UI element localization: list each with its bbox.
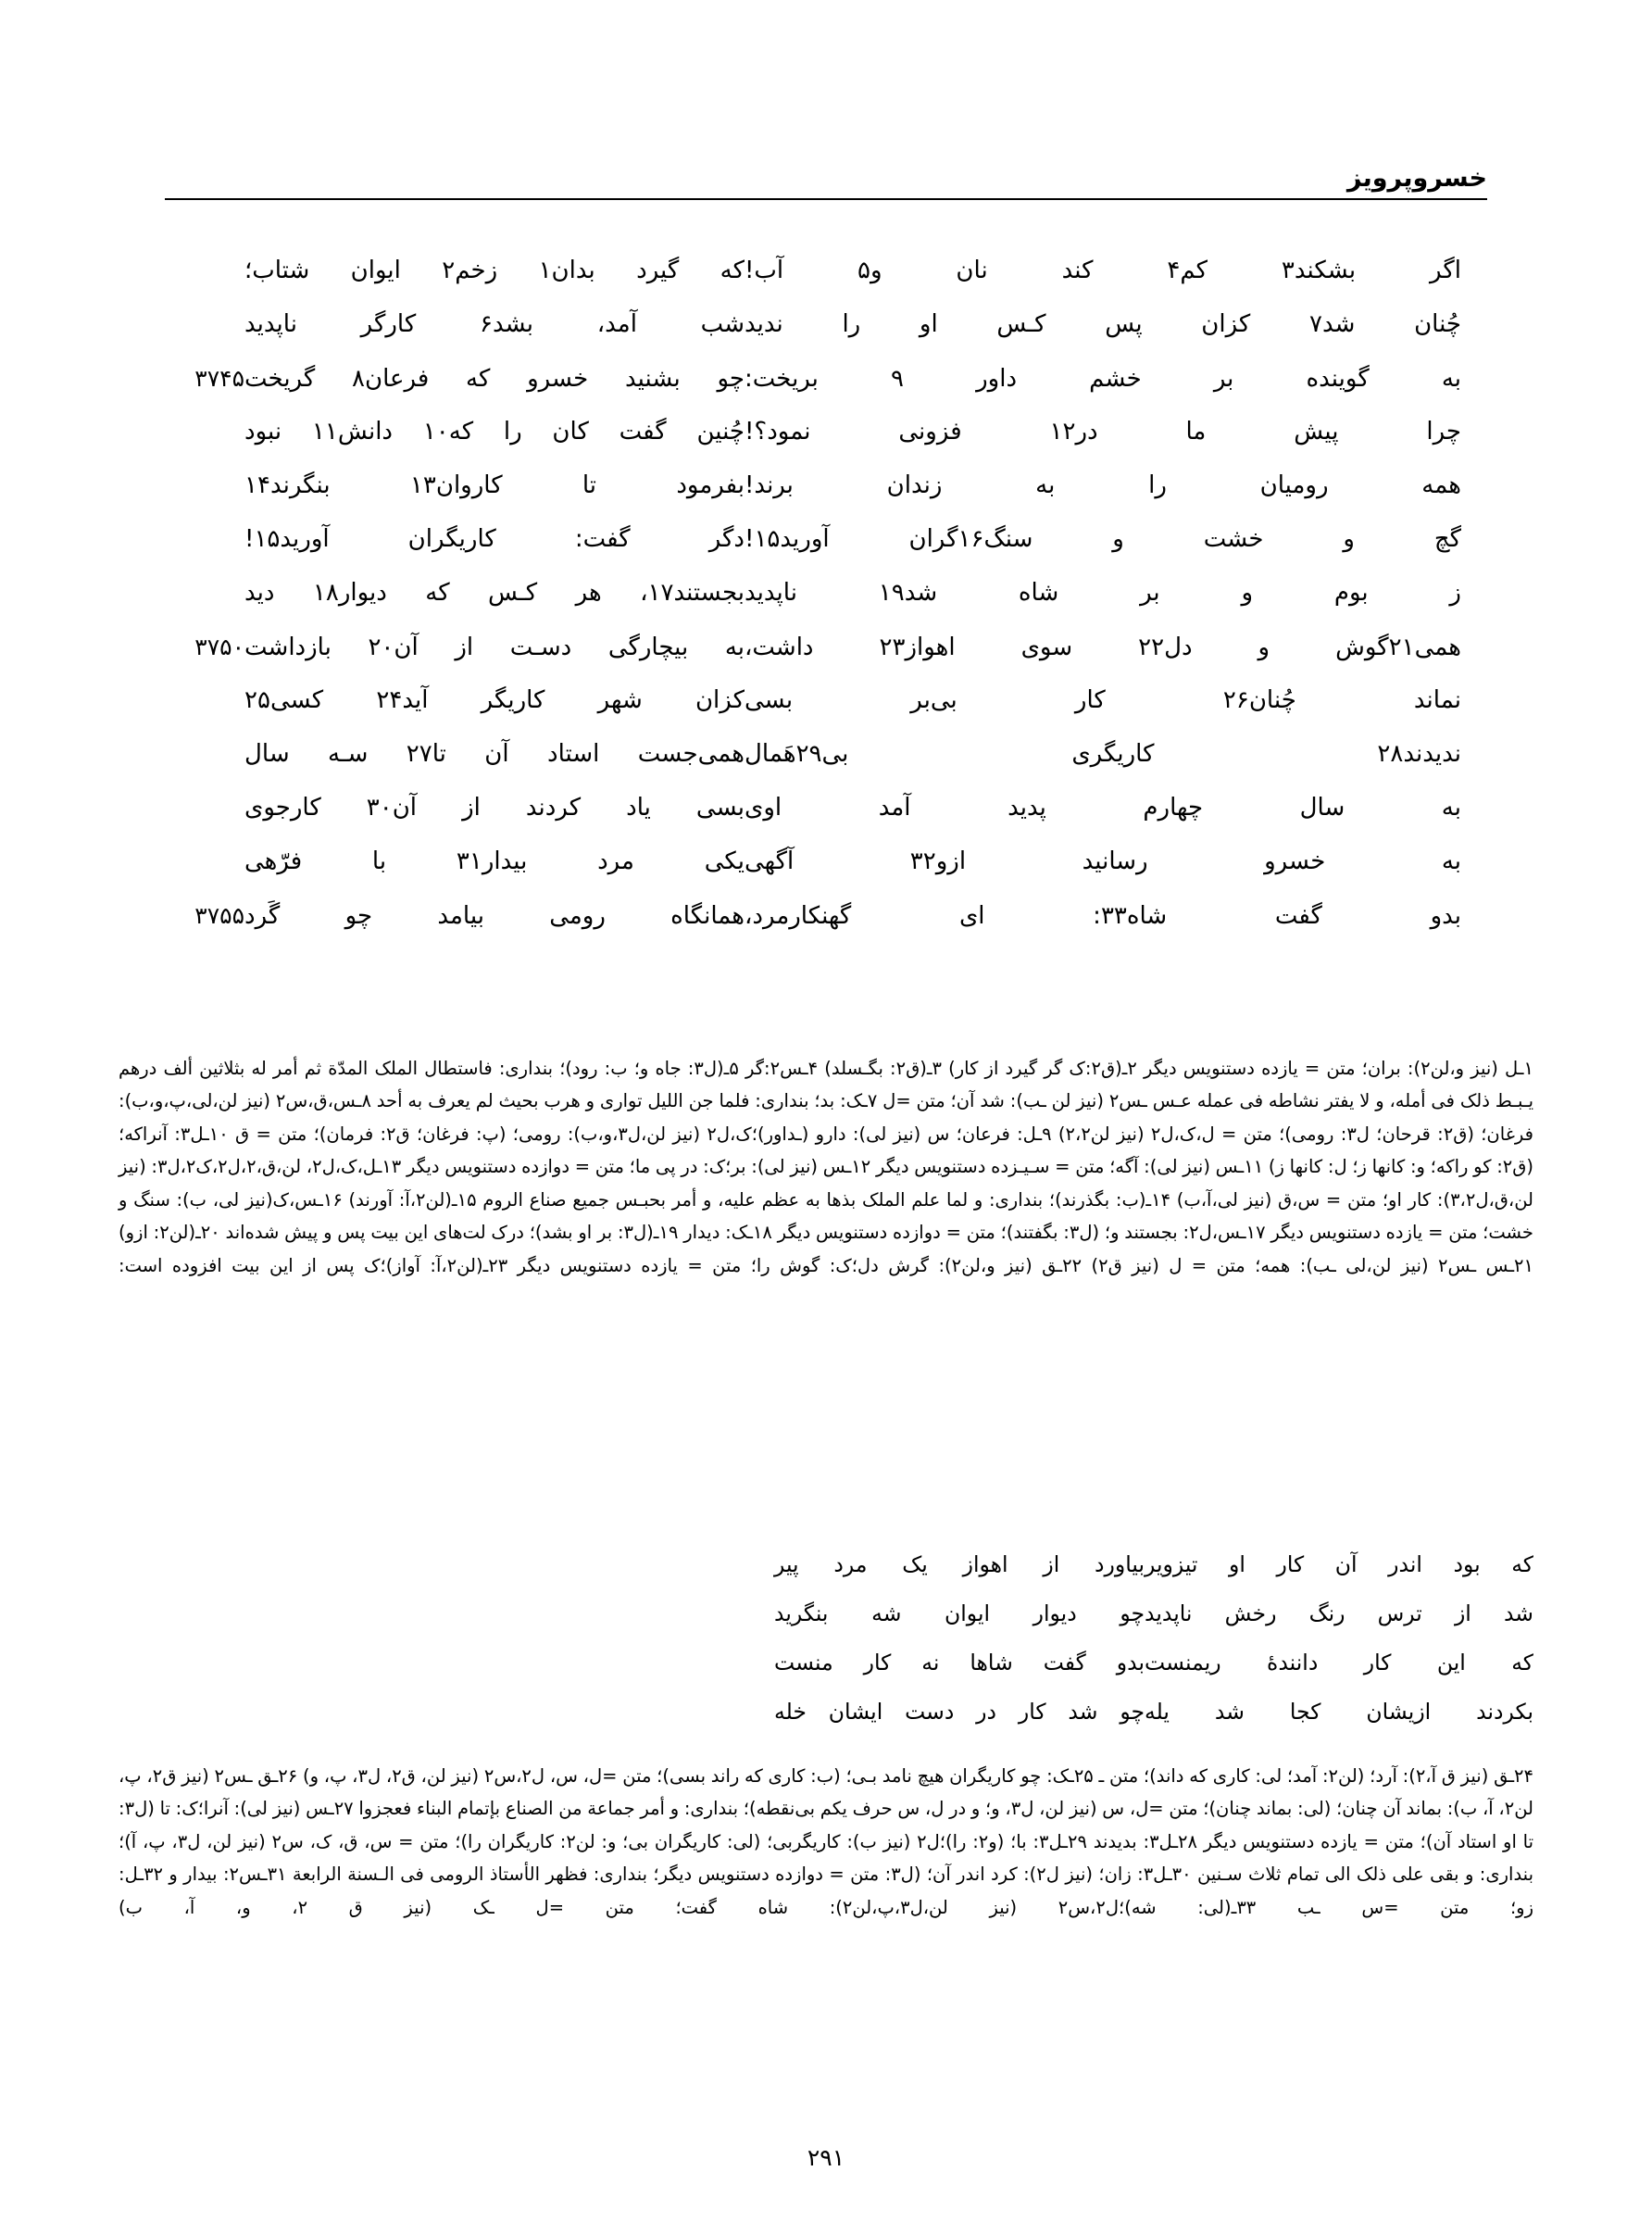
verse-line [165,472,1487,526]
verse-line [165,902,1487,956]
verse-line [165,311,1487,365]
inserted-verse-line [119,1552,1533,1601]
hemistich-a: همانگاه رومی بیامد چو گَرد [244,902,745,930]
verse-line [165,795,1487,848]
hemistich-b: ندیدند۲۸ کاریگری بی۲۹هَمال [745,740,1461,768]
apparatus-top-text: ۱ـل (نیز و،لن۲): بران؛ متن = یازده دستنویس دیگر ۲ـ(ق۲:ک گر گیرد از کار) ۳ـ(ق۲: بگـسلد) ۴ـس۲:گر ۵ـ(ل۳: جاه و؛ ب: رود)؛ بنداری: فاستطال الملک المدّة ثم أمر له بثلاثین ألف درهم یـبـط ذلک فی أمله، و لا یفتر نشاطه فی عمله عـس ـس۲ (نیز لن ـب): شد آن؛ متن =ل ۷ـک: بد؛ بنداری: فلما جن اللیل تواری و هرب بحیث لم یعرف به أحد ۸ـس،ق،س۲ (نیز لن،لی،پ،و،ب): فرغان؛ (ق۲: قرحان؛ ل۳: رومی)؛ متن = ل،ک،ل۲ (نیز لن۲،۲) ۹ـل: فرعان؛ س (نیز لی): دارو (ـداور)؛ک،ل۲ (نیز لن،ل۳،و،ب): رومی؛ (پ: فرغان؛ ق۲: فرمان)؛ متن = ق ۱۰ـل۳: آنراکه؛ (ق۲: کو راکه؛ و: کانها ز؛ ل: کانها ز) ۱۱ـس (نیز لی): آگه؛ متن = سـیـزده دستنویس دیگر ۱۲ـس (نیز لی): بر؛ک: در پی ما؛ متن = دوازده دستنویس دیگر ۱۳ـل،ک،ل۲، لن،ق،۲،ل۲،ک۲،ل۳: (نیز لن،ق،ل۳،۲): کار او؛ متن = س،ق (نیز لی،آ،ب) ۱۴ـ(ب: بگذرند)؛ بنداری: و لما علم الملک بذها به عظم علیه، و أمر بحبـس جمیع صناع الروم ۱۵ـ(لن۲،آ: آورند) ۱۶ـس،ک(نیز لی، ب): سنگ و خشت؛ متن = یازده دستنویس دیگر ۱۷ـس،ل۲: بجستند و؛ (ل۳: بگفتند)؛ متن = دوازده دستنویس دیگر ۱۸ـک: دیدار ۱۹ـ(ل۳: بر او بشد)؛ درک لت‌های این بیت پس و پیش شده‌اند ۲۰ـ(لن۲: ازو) ۲۱ـس ـس۲ (نیز لن،لی ـب): همه؛ متن = ل (نیز ق۲) ۲۲ـق (نیز و،لن۲): گرش دل؛ک: گوش را؛ متن = یازده دستنویس دیگر ۲۳ـ(لن۲،آ: آواز)؛ک پس از این بیت افزوده است: [119,1058,1534,1276]
hemistich-a: بسی یاد کردند از آن۳۰ کارجوی [244,794,745,822]
inserted-verse-line [119,1700,1533,1749]
hemistich-b: نماند چُنان۲۶ کار بی‌بر بسی [745,686,1461,714]
verse-number: ۳۷۵۵ [194,902,244,929]
hemistich-a: که گیرد بدان۱ زخم۲ ایوان شتاب؛ [244,257,745,284]
hemistich-a: همی‌جست استاد آن تا۲۷ سـه سال [244,740,745,768]
hemistich-a: بفرمود تا کاروان۱۳ بنگرند۱۴ [244,471,745,499]
hemistich-b: همی۲۱گوش و دل۲۲ سوی اهواز۲۳ داشت، [745,634,1461,661]
hemistich-b: گچ و خشت و سنگ۱۶گران آورید۱۵! [745,525,1461,553]
hemistich-a: چُنین گفت کان را که۱۰ دانش۱۱ نبود [244,418,745,446]
hemistich-a: دگر گفت: کاریگران آورید۱۵! [244,525,745,553]
verse-line [165,634,1487,687]
hemistich-a: به بیچارگی دسـت از آن۲۰ بازداشت [244,634,745,661]
verse-line [165,419,1487,472]
running-head-title: خسروپرویز [1346,164,1487,193]
hemistich-b: به گوینده بر خشم داور ۹ بریخت: [745,365,1461,393]
verse-line [165,741,1487,795]
hemistich-a: شب آمد، بشد۶ کارگر ناپدید [244,310,745,338]
apparatus-bottom-text: ۲۴ـق (نیز ق آ،۲): آرد؛ (لن۲: آمد؛ لی: کاری که داند)؛ متن ـ ۲۵ـک: چو کاریگران هیچ نامد بـی؛ (ب: کاری که راند بسی)؛ متن =ل، س، ل۲،س۲ (نیز لن، ق۲، ل۳، پ، و) ۲۶ـق ـس۲ (نیز ق۲، پ، لن۲، آ، ب): بماند آن چنان؛ (لی: بماند چنان)؛ متن =ل، س (نیز لن، ل۳، و؛ و در ل، س حرف یکم بی‌نقطه)؛ بنداری: و أمر جماعة من الصناع بإتمام البناء فعجزوا ۲۷ـس (نیز لی): آنرا؛ک: تا (ل۳: تا او استاد آن)؛ متن = یازده دستنویس دیگر ۲۸ـل۳: بدیدند ۲۹ـل۳: با؛ (و۲: را)؛ل۲ (نیز ب): کاریگربی؛ (لی: کاریگران بی؛ و: لن۲: کاریگران را)؛ متن = س، ق، ک، س۲ (نیز لن، ل۳، پ، آ)؛ بنداری: و بقی علی ذلک الی تمام ثلاث سـنین ۳۰ـل۳: زان؛ (نیز ل۲): کرد اندر آن؛ (ل۳: متن = دوازده دستنویس دیگر؛ بنداری: فظهر الأستاذ الرومی فی الـسنة الرابعة ۳۱ـس۲: بیدار و ۳۲ـل: زو؛ متن =س ـب ۳۳ـ(لی: شه)؛ل۲،س۲ (نیز لن،ل۳،پ،لن۲): شاه گفت؛ متن =ل ـک (نیز ق ۲، و، آ، ب) [119,1765,1534,1918]
verse-line [165,257,1487,311]
inserted-hemistich-a: چو شد کار در دست ایشان خله [774,1699,1145,1725]
inserted-hemistich-b: بکردند ازیشان کجا شد یله [1145,1699,1533,1725]
hemistich-a: چو بشنید خسرو که فرعان۸ گریخت [244,365,745,393]
hemistich-b: همه رومیان را به زندان برند! [745,471,1461,499]
verse-number: ۳۷۵۰ [194,634,244,660]
verse-line [165,848,1487,902]
hemistich-b: چُنان شد۷ کزان پس کـس او را ندید [745,310,1461,338]
page-number: ۲۹۱ [807,2144,845,2171]
hemistich-a: کزان شهر کاریگر آید۲۴ کسی۲۵ [244,686,745,714]
inserted-hemistich-b: که بود اندر آن کار او تیزویر [1145,1551,1533,1577]
hemistich-b: به خسرو رسانید ازو۳۲ آگهی [745,847,1461,875]
inserted-hemistich-a: بیاورد از اهواز یک مرد پیر [774,1551,1145,1577]
header-rule [165,198,1487,200]
inserted-hemistich-b: شد از ترس رنگ رخش ناپدید [1145,1600,1533,1626]
inserted-verse-line [119,1601,1533,1650]
hemistich-b: چرا پیش ما در۱۲ فزونی نمود؟! [745,418,1461,446]
hemistich-b: بدو گفت شاه۳۳: ای گهنکارمرد، [745,902,1462,930]
hemistich-a: یکی مرد بیدار۳۱ با فرّهی [244,847,745,875]
inserted-hemistich-b: که این کار دانندهٔ ریمنست [1145,1650,1533,1676]
inserted-hemistich-a: بدو گفت شاها نه کار منست [774,1650,1145,1676]
verse-block [165,257,1487,956]
verse-line [165,687,1487,741]
running-head-area [165,165,1487,200]
inserted-verse-block [119,1552,1533,1749]
verse-line [165,526,1487,580]
apparatus-top [119,1052,1533,1282]
inserted-verse-line [119,1650,1533,1700]
hemistich-b: ز بوم و بر شاه شد۱۹ ناپدید [745,579,1461,607]
apparatus-bottom [119,1760,1533,1924]
inserted-hemistich-a: چو دیوار ایوان شه بنگرید [774,1600,1145,1626]
hemistich-b: اگر بشکند۳ کم۴ کند نان و۵ آب! [745,257,1461,284]
verse-line [165,580,1487,634]
hemistich-a: بجستند۱۷، هر کـس که دیوار۱۸ دید [244,579,745,607]
hemistich-b: به سال چهارم پدید آمد اوی [745,794,1461,822]
verse-line [165,365,1487,419]
verse-number: ۳۷۴۵ [194,365,244,392]
